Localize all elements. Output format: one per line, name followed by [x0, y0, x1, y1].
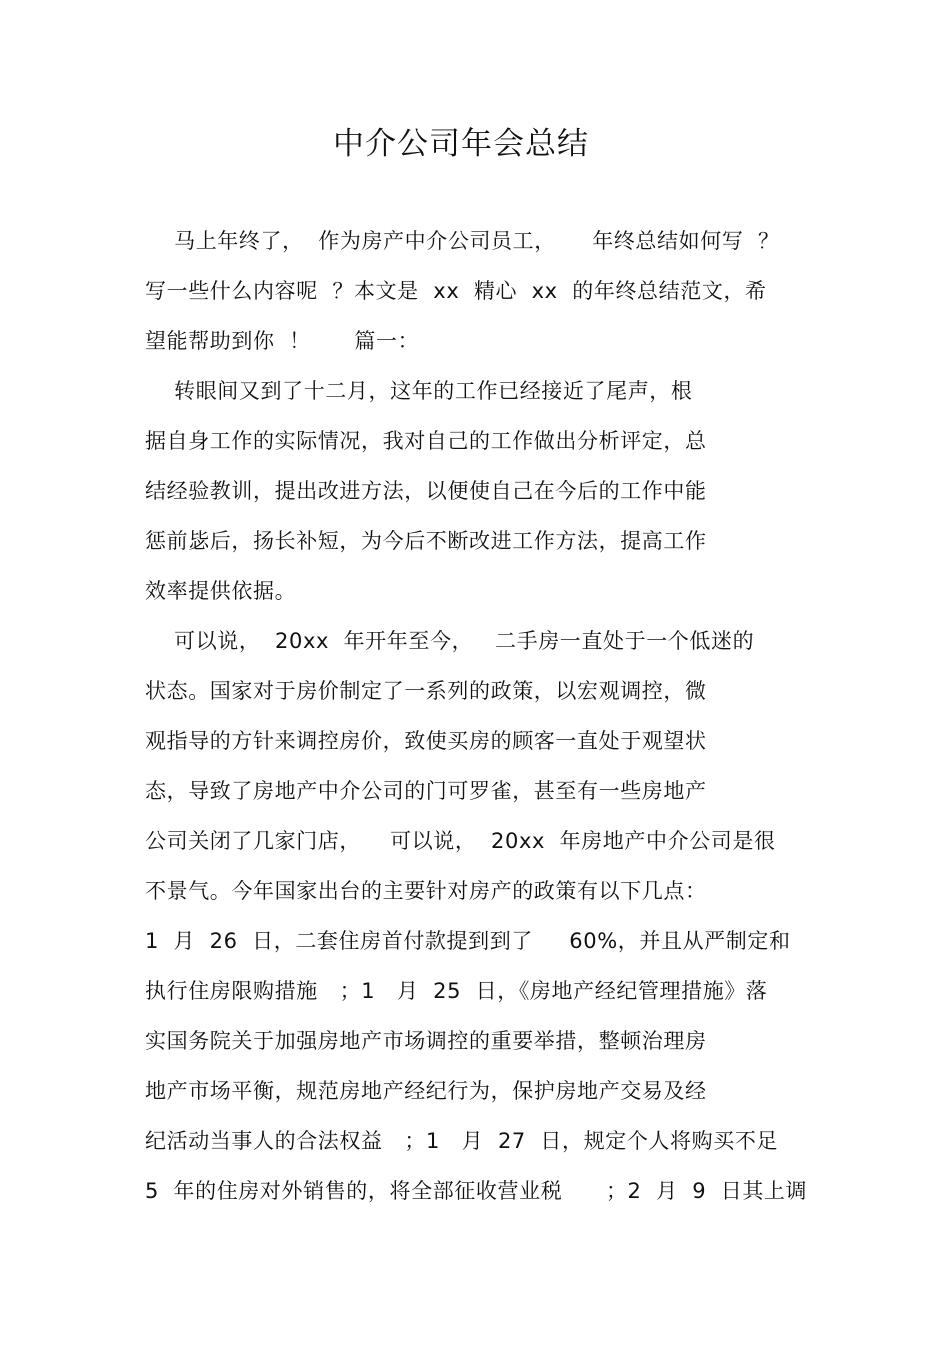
paragraph-line: 实国务院关于加强房地产市场调控的重要举措，整顿治理房 — [145, 1029, 707, 1053]
paragraph-line: 执行住房限购措施 ；1 月 25 日，《房地产经纪管理措施》落 — [145, 979, 768, 1003]
paragraph-line: 纪活动当事人的合法权益 ；1 月 27 日，规定个人将购买不足 — [145, 1129, 779, 1153]
paragraph-line: 不景气。今年国家出台的主要针对房产的政策有以下几点： — [145, 879, 707, 903]
paragraph-line: 可以说， 20xx 年开年至今， 二手房一直处于一个低迷的 — [145, 629, 755, 653]
paragraph-line: 惩前毖后，扬长补短，为今后不断改进工作方法，提高工作 — [145, 529, 707, 553]
paragraph-line: 写一些什么内容呢 ？本文是 xx 精心 xx 的年终总结范文，希 — [145, 279, 767, 303]
paragraph-line: 观指导的方针来调控房价，致使买房的顾客一直处于观望状 — [145, 729, 707, 753]
paragraph-line: 结经验教训，提出改进方法，以便使自己在今后的工作中能 — [145, 479, 707, 503]
document-title: 中介公司年会总结 — [333, 126, 589, 162]
paragraph-line: 转眼间又到了十二月，这年的工作已经接近了尾声，根 — [145, 379, 693, 403]
paragraph-line: 望能帮助到你 ！ 篇一： — [145, 329, 420, 353]
paragraph-line: 据自身工作的实际情况，我对自己的工作做出分析评定，总 — [145, 429, 707, 453]
paragraph-line: 1 月 26 日，二套住房首付款提到到了 60%，并且从严制定和 — [145, 929, 791, 953]
paragraph-line: 效率提供依据。 — [145, 579, 297, 603]
paragraph-line: 5 年的住房对外销售的，将全部征收营业税 ；2 月 9 日其上调 — [145, 1179, 808, 1203]
paragraph-line: 公司关闭了几家门店， 可以说， 20xx 年房地产中介公司是很 — [145, 829, 776, 853]
paragraph-line: 马上年终了， 作为房产中介公司员工， 年终总结如何写 ？ — [145, 229, 780, 253]
paragraph-line: 地产市场平衡，规范房地产经纪行为，保护房地产交易及经 — [145, 1079, 707, 1103]
paragraph-line: 态，导致了房地产中介公司的门可罗雀，甚至有一些房地产 — [145, 779, 707, 803]
paragraph-line: 状态。国家对于房价制定了一系列的政策，以宏观调控，微 — [145, 679, 707, 703]
